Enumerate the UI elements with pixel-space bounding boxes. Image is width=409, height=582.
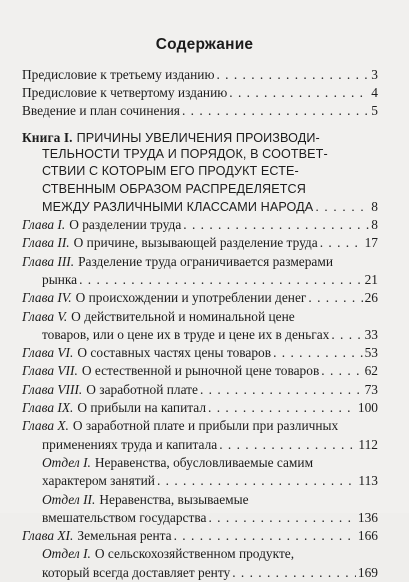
toc-entry-chapter-9[interactable]	[22, 417, 378, 454]
toc-entry-title: рынка	[42, 271, 78, 287]
chapter-label: Глава VI.	[22, 345, 74, 361]
dot-leader	[320, 234, 363, 252]
toc-entry-book-1[interactable]	[22, 129, 378, 215]
toc-entry-section-13[interactable]	[22, 545, 378, 582]
toc-page-number: 73	[364, 381, 378, 397]
dot-leader	[315, 199, 369, 216]
toc-entry-title: который всегда доставляет ренту	[42, 564, 231, 580]
toc-entry-chapter-2[interactable]	[22, 253, 378, 290]
toc-page-number: 26	[364, 290, 378, 306]
toc-entry-preface-4[interactable]	[22, 84, 378, 102]
dot-leader	[308, 289, 362, 307]
dot-leader	[321, 362, 362, 380]
toc-entry-title: применениях труда и капитала	[42, 436, 218, 452]
book-title-line: ПРИЧИНЫ УВЕЛИЧЕНИЯ ПРОИЗВОДИ-	[76, 131, 320, 145]
toc-entry-title: характером занятий	[42, 473, 155, 489]
dot-leader	[331, 326, 362, 344]
toc-page-number: 136	[357, 509, 378, 525]
toc-entry-chapter-6[interactable]	[22, 362, 378, 380]
section-label: Отдел I.	[42, 546, 91, 562]
toc-entry-chapter-5[interactable]	[22, 344, 378, 362]
toc-entry-chapter-4[interactable]	[22, 308, 378, 345]
toc-entry-title: О естественной и рыночной цене товаров	[81, 363, 320, 379]
dot-leader	[200, 381, 363, 399]
book-title-line: СТВЕННЫМ ОБРАЗОМ РАСПРЕДЕЛЯЕТСЯ	[42, 181, 306, 196]
book-title-line: СТВИИ С КОТОРЫМ ЕГО ПРОДУКТ ЕСТЕ-	[42, 164, 299, 179]
toc-entry-title: О происхождении и употреблении денег	[75, 290, 307, 306]
toc-entry-title: Неравенства, обусловливаемые самим	[94, 454, 314, 470]
chapter-label: Глава I.	[22, 217, 66, 232]
toc-entry-section-10[interactable]	[22, 454, 378, 491]
toc-entry-title: Предисловие к четвертому изданию	[22, 85, 228, 100]
toc-page-number: 113	[358, 473, 378, 489]
dot-leader	[182, 102, 369, 120]
toc-entry-title: О действительной и номинальной цене	[71, 308, 295, 324]
toc-page-number: 53	[364, 345, 378, 361]
toc-entry-title: О заработной плате	[86, 381, 198, 397]
dot-leader	[183, 216, 369, 234]
toc-entry-chapter-12[interactable]	[22, 527, 378, 545]
toc-page-number: 17	[364, 235, 378, 251]
toc-entry-chapter-3[interactable]	[22, 289, 378, 307]
chapter-label: Глава V.	[22, 308, 68, 324]
section-label: Отдел II.	[42, 491, 96, 507]
dot-leader	[232, 564, 356, 582]
toc-entry-title: О сельскохозяйственном продукте,	[94, 546, 295, 562]
toc-entry-chapter-8[interactable]	[22, 399, 378, 417]
section-label: Отдел I.	[42, 454, 91, 470]
toc-page-number: 5	[371, 103, 378, 118]
page-title: Содержание	[155, 36, 254, 53]
toc-entry-title: Земельная рента	[77, 528, 172, 544]
chapter-label: Глава X.	[22, 418, 69, 434]
book-title-line: ТЕЛЬНОСТИ ТРУДА И ПОРЯДОК, В СООТВЕТ-	[42, 147, 328, 162]
toc-page-number: 62	[364, 363, 378, 379]
toc-entry-chapter-0[interactable]	[22, 216, 378, 234]
book-title-line: МЕЖДУ РАЗЛИЧНЫМИ КЛАССАМИ НАРОДА	[42, 199, 314, 214]
dot-leader	[79, 271, 363, 289]
toc-entry-title: Предисловие к третьему изданию	[22, 67, 215, 82]
toc-entry-chapter-1[interactable]	[22, 234, 378, 252]
dot-leader	[157, 472, 356, 490]
dot-leader	[216, 66, 369, 84]
dot-leader	[219, 436, 356, 454]
dot-leader	[273, 344, 363, 362]
toc-page-number: 166	[357, 528, 378, 544]
chapter-label: Глава III.	[22, 253, 75, 269]
toc-entry-chapter-7[interactable]	[22, 381, 378, 399]
toc-entry-title: О прибыли на капитал	[77, 400, 207, 415]
toc-entry-title: Введение и план сочинения	[22, 103, 180, 118]
dot-leader	[208, 399, 356, 417]
toc-page-number: 8	[371, 198, 378, 214]
toc-entry-title: О заработной плате и прибыли при различных	[72, 418, 339, 434]
toc-entry-title: О составных частях цены товаров	[77, 345, 272, 361]
dot-leader	[174, 527, 356, 545]
toc-entry-title: товаров, или о цене их в труде и цене их в деньгах	[42, 326, 330, 342]
book-label: Книга I.	[22, 130, 73, 145]
toc-entry-preface-3[interactable]	[22, 66, 378, 84]
toc-page-number: 33	[364, 326, 378, 342]
toc-entry-title: О причине, вызывающей разделение труда	[73, 235, 318, 251]
chapter-label: Глава IV.	[22, 290, 72, 306]
chapter-label: Глава VIII.	[22, 381, 83, 397]
toc-entry-title: Разделение труда ограничивается размерами	[78, 253, 334, 269]
chapter-label: Глава IX.	[22, 400, 74, 415]
chapter-label: Глава II.	[22, 235, 70, 251]
toc-entry-section-11[interactable]	[22, 491, 378, 528]
toc-page-number: 4	[371, 85, 378, 100]
dot-leader	[208, 509, 355, 527]
toc-page-number: 3	[371, 67, 378, 82]
toc-page-number: 100	[357, 400, 378, 415]
toc-entry-introduction[interactable]	[22, 102, 378, 120]
toc-page-number: 8	[371, 217, 378, 232]
chapter-label: Глава XI.	[22, 528, 74, 544]
toc-page-number: 21	[364, 271, 378, 287]
toc-entry-title: Неравенства, вызываемые	[99, 491, 249, 507]
chapter-label: Глава VII.	[22, 363, 78, 379]
toc-entry-title: О разделении труда	[69, 217, 182, 232]
toc-page-number: 112	[358, 436, 378, 452]
dot-leader	[229, 84, 369, 102]
toc-entry-title: вмешательством государства	[42, 509, 207, 525]
toc-page-number: 169	[357, 564, 378, 580]
